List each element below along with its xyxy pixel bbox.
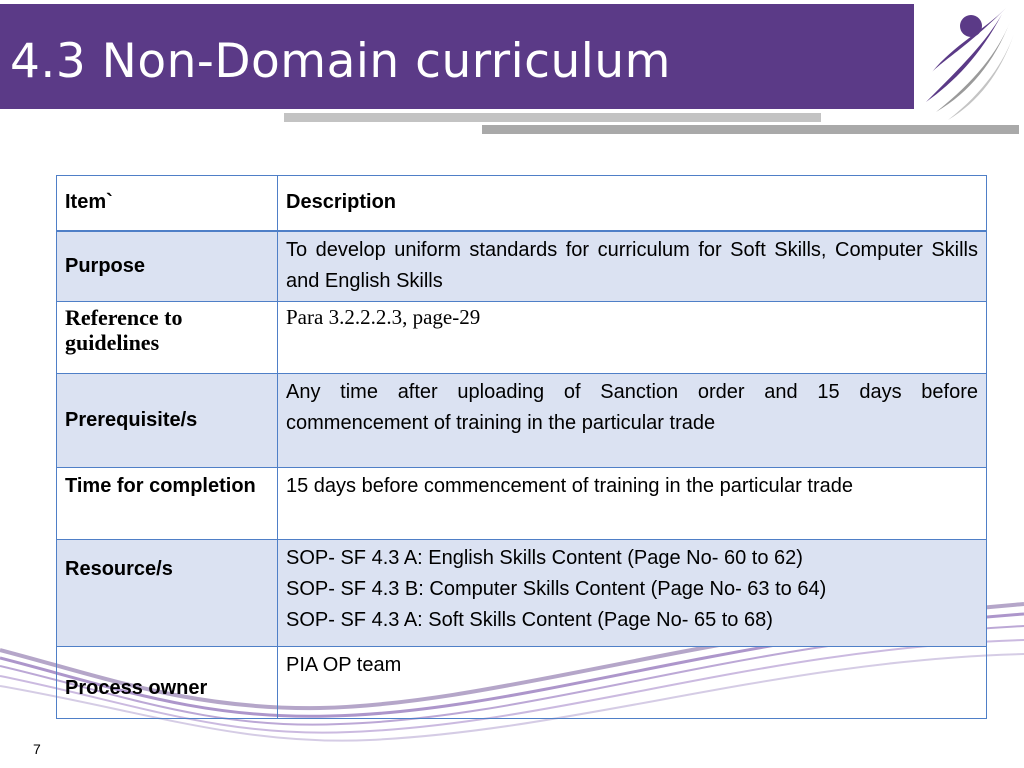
table-row (57, 231, 987, 302)
table-row (57, 468, 987, 540)
row-description: 15 days before commencement of training in the particular trade (278, 468, 987, 540)
row-description: Para 3.2.2.2.3, page-29 (278, 302, 987, 374)
page-number: 7 (33, 741, 41, 757)
title-underline-rule (284, 113, 821, 122)
table-row (57, 374, 987, 468)
logo-head (960, 15, 982, 37)
row-item: Process owner (57, 647, 278, 719)
table-row (57, 540, 987, 647)
column-header-item: Item` (57, 176, 278, 231)
table-header-row (57, 176, 987, 231)
resource-line: SOP- SF 4.3 A: Soft Skills Content (Page No- 65 to 68) (286, 609, 773, 631)
curriculum-table (56, 175, 986, 719)
slide-title: 4.3 Non-Domain curriculum (10, 34, 671, 89)
row-description: To develop uniform standards for curriculum for Soft Skills, Computer Skills and English Skills (278, 231, 987, 302)
resource-line: SOP- SF 4.3 A: English Skills Content (Page No- 60 to 62) (286, 547, 803, 569)
person-swoosh-logo (914, 0, 1024, 130)
row-item: Time for completion (57, 468, 278, 540)
table-row (57, 647, 987, 719)
resource-line: SOP- SF 4.3 B: Computer Skills Content (Page No- 63 to 64) (286, 578, 827, 600)
column-header-description: Description (278, 176, 987, 231)
row-item: Resource/s (57, 540, 278, 647)
row-item: Purpose (57, 231, 278, 302)
row-description-list (278, 540, 987, 647)
row-item: Prerequisite/s (57, 374, 278, 468)
row-description: Any time after uploading of Sanction order and 15 days before commencement of training in the particular trade (278, 374, 987, 468)
table-row (57, 302, 987, 374)
row-description: PIA OP team (278, 647, 987, 719)
row-item: Reference to guidelines (57, 302, 278, 374)
